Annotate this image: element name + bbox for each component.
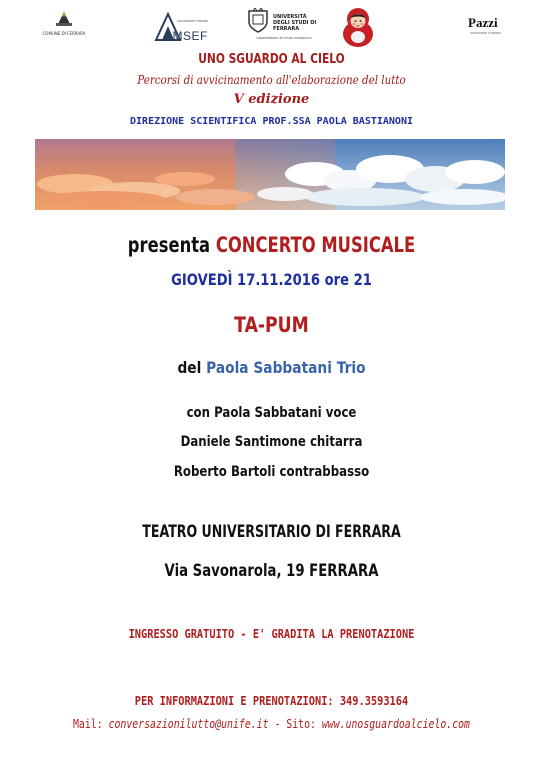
- performer-group: Paola Sabbatani Trio: [206, 358, 366, 377]
- pazzi-label: Pazzi: [468, 15, 498, 30]
- sky-banner: [35, 139, 505, 210]
- page-title: UNO SGUARDO AL CIELO: [198, 52, 345, 67]
- page-subtitle: Percorsi di avvicinamento all'elaborazione del lutto: [137, 73, 406, 87]
- info-label: PER INFORMAZIONI E PRENOTAZIONI:: [134, 694, 334, 708]
- event-type: CONCERTO MUSICALE: [215, 233, 416, 257]
- info-line: [38, 694, 505, 708]
- performer-line: [38, 358, 505, 377]
- unife-logo: [243, 8, 325, 42]
- show-title: TA-PUM: [234, 313, 309, 337]
- amsef-logo: [150, 12, 212, 42]
- sky-clouds-image: [35, 139, 505, 210]
- contacts-line: [49, 717, 494, 731]
- performer-prefix: del: [177, 358, 202, 377]
- city-crest-icon: [34, 10, 94, 32]
- pazzi-subtitle: ONORANZE FUNEBRI: [470, 31, 502, 35]
- university-crest-icon: [245, 8, 271, 34]
- phone-number[interactable]: 349.3593164: [339, 694, 409, 708]
- pazzi-logo: [464, 14, 510, 38]
- unife-department: DIPARTIMENTO DI STUDI UMANISTICI: [256, 36, 312, 40]
- venue-name: TEATRO UNIVERSITARIO DI FERRARA: [142, 522, 401, 542]
- email-link[interactable]: conversazionilutto@unife.it: [108, 717, 269, 731]
- event-date: GIOVEDÌ 17.11.2016 ore 21: [171, 270, 372, 289]
- mail-label: Mail:: [73, 717, 103, 731]
- scientific-direction: DIREZIONE SCIENTIFICA PROF.SSA PAOLA BASTIANONI: [130, 116, 413, 127]
- member-item: Daniele Santimone chitarra: [180, 434, 363, 450]
- amsef-subtitle: ONORANZE FUNEBRI: [177, 19, 209, 23]
- venue-address: Via Savonarola, 19 FERRARA: [164, 561, 379, 581]
- member-item: con Paola Sabbatani voce: [186, 405, 357, 421]
- edition-label: V edizione: [233, 92, 310, 107]
- doll-logo: [340, 6, 376, 48]
- site-label: - Sito:: [274, 717, 316, 731]
- unife-label: UNIVERSITÀ DEGLI STUDI DI FERRARA: [273, 14, 317, 32]
- comune-label: COMUNE DI FERRARA: [42, 31, 86, 36]
- comune-logo: [34, 10, 94, 42]
- amsef-label: AMSEF: [164, 29, 208, 43]
- presenta-label: presenta: [127, 233, 211, 257]
- member-item: Roberto Bartoli contrabbasso: [173, 464, 370, 480]
- event-heading: [60, 233, 484, 257]
- website-link[interactable]: www.unosguardoalcielo.com: [321, 717, 470, 731]
- entry-notice: INGRESSO GRATUITO - E' GRADITA LA PRENOTAZIONE: [128, 627, 415, 641]
- matryoshka-doll-icon: [340, 6, 376, 48]
